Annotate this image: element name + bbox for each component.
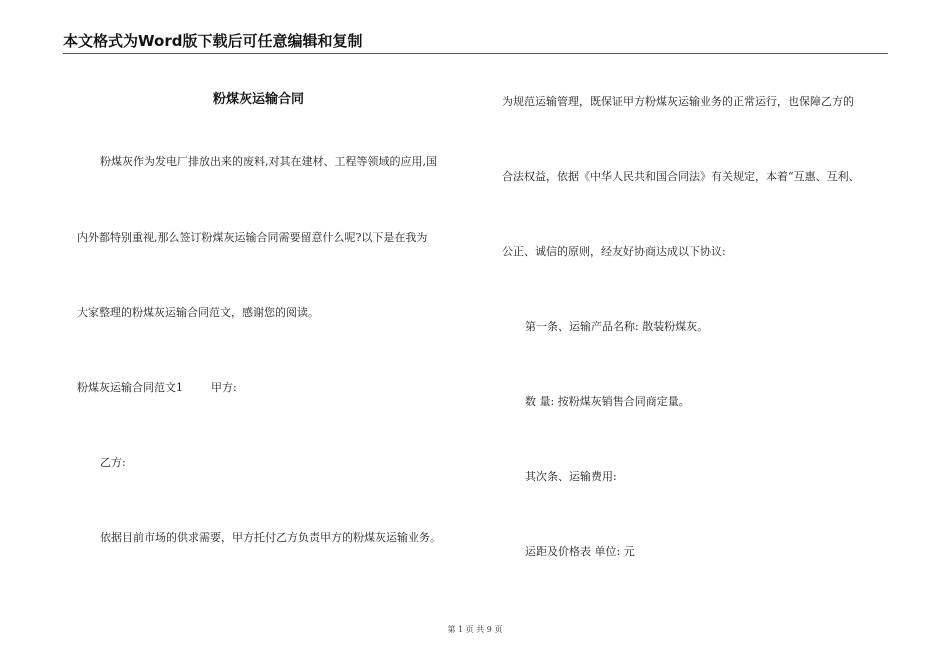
left-line-1: 粉煤灰作为发电厂排放出来的废料,对其在建材、工程等领域的应用,国 xyxy=(100,155,437,168)
left-line-4: 粉煤灰运输合同范文1 甲方: xyxy=(77,381,237,394)
right-line-2: 合法权益，依据《中华人民共和国合同法》有关规定，本着“互惠、互利、 xyxy=(502,170,860,183)
left-line-6: 依据目前市场的供求需要，甲方托付乙方负责甲方的粉煤灰运输业务。 xyxy=(100,531,441,544)
right-line-4: 第一条、运输产品名称: 散装粉煤灰。 xyxy=(525,320,709,333)
right-line-1: 为规范运输管理，既保证甲方粉煤灰运输业务的正常运行，也保障乙方的 xyxy=(502,95,854,108)
left-line-5: 乙方: xyxy=(100,456,126,469)
right-line-7: 运距及价格表 单位: 元 xyxy=(525,545,635,558)
page-number-footer: 第 1 页 共 9 页 xyxy=(447,625,503,634)
header-divider xyxy=(63,53,888,54)
document-header-banner: 本文格式为Word版下载后可任意编辑和复制 xyxy=(63,32,363,50)
right-line-3: 公正、诚信的原则，经友好协商达成以下协议: xyxy=(502,245,726,258)
right-line-5: 数 量: 按粉煤灰销售合同商定量。 xyxy=(525,395,690,408)
left-line-3: 大家整理的粉煤灰运输合同范文，感谢您的阅读。 xyxy=(77,306,319,319)
document-title: 粉煤灰运输合同 xyxy=(213,92,305,107)
left-line-2: 内外都特别重视,那么签订粉煤灰运输合同需要留意什么呢?以下是在我为 xyxy=(77,231,428,244)
right-line-6: 其次条、运输费用: xyxy=(525,470,617,483)
